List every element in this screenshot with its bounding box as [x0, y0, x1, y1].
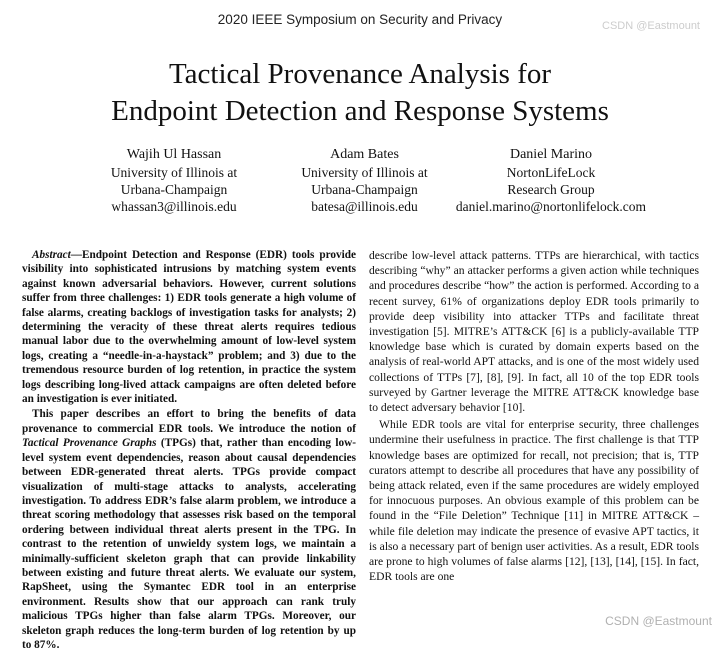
author-email: whassan3@illinois.edu [111, 199, 237, 214]
watermark-top: CSDN @Eastmount [602, 20, 700, 32]
author-email: batesa@illinois.edu [311, 199, 418, 214]
abstract-label: Abstract [32, 249, 71, 261]
author-block-marino [440, 146, 662, 215]
abstract-text: This paper describes an effort to bring the benefits of data provenance to commercial EDR tools. We introduce the notion of [22, 408, 356, 435]
abstract-emphasis: Tactical Provenance Graphs [22, 437, 157, 450]
title-line-1: Tactical Provenance Analysis for [168, 58, 552, 90]
paper-title [0, 56, 720, 130]
watermark-bottom: CSDN @Eastmount [605, 614, 712, 628]
author-affiliation: Research Group [507, 182, 595, 197]
author-affiliation: University of Illinois at [110, 165, 238, 180]
author-affiliation: University of Illinois at [301, 165, 428, 180]
author-affiliation: NortonLifeLock [506, 165, 596, 180]
body-paragraph-2: While EDR tools are vital for enterprise security, three challenges undermine their usefulness in practice. The first challenge is that TTP knowledge bases are optimized for recall, not precision; that is, TTP curators attempt to describe all procedures that have any possibility of being attack related, even if the same procedures are widely employed for innocuous purposes. An obvious example of this problem can be found in the “File Deletion” Technique [11] in MITRE ATT&CK – while file deletion may indicate the presence of evasive APT tactics, it is also a necessary part of benign user activities. As a result, EDR tools are prone to high volumes of false alarms [12], [13], [14], [15]. In fact, EDR tools are one [369, 418, 699, 584]
body-paragraph-1: describe low-level attack patterns. TTPs are hierarchical, with tactics describing “why” an attacker performs a given action while techniques and procedures describe “how” the action is performed. According to a recent survey, 61% of organizations deploy EDR tools primarily to provide deep visibility into attacker TTPs and facilitate threat investigation [5]. MITRE’s ATT&CK [6] is a publicly-available TTP knowledge base which is curated by domain experts based on the analysis of real-world APT attacks, and is one of the most widely used collections of TTPs [7], [8], [9]. In fact, all 10 of the top EDR tools surveyed by Gartner leverage the MITRE ATT&CK knowledge base to detect adversary behavior [10]. [369, 249, 699, 415]
author-name: Wajih Ul Hassan [126, 147, 222, 162]
author-block-bates [282, 146, 447, 215]
abstract-text: —Endpoint Detection and Response (EDR) tools provide visibility into sophisticated intrusions by matching system events against known adversarial behaviors. However, current solutions suffer from three challenges: 1) EDR tools generate a high volume of false alarms, creating backlogs of investigation tasks for analysts; 2) determining the veracity of these threat alerts requires tedious manual labor due to the overwhelming amount of low-level system logs, creating a “needle-in-a-haystack” problem; and 3) due to the tremendous resource burden of log retention, in practice the system logs describing long-lived attack campaigns are often deleted before an investigation is ever initiated. [22, 249, 356, 406]
author-name: Adam Bates [330, 147, 399, 162]
author-email: daniel.marino@nortonlifelock.com [455, 199, 647, 214]
title-line-2: Endpoint Detection and Response Systems [111, 95, 609, 127]
venue-header: 2020 IEEE Symposium on Security and Privacy [217, 12, 503, 27]
abstract-column [22, 248, 356, 652]
abstract-paragraph-2 [22, 407, 356, 652]
author-affiliation: Urbana-Champaign [311, 182, 418, 197]
author-affiliation: Urbana-Champaign [120, 182, 228, 197]
author-name: Daniel Marino [509, 147, 593, 162]
abstract-paragraph-1 [22, 248, 356, 406]
body-column [369, 248, 699, 584]
abstract-text: (TPGs) that, rather than encoding low-level system event dependencies, reason about causal dependencies between EDR-generated threat alerts. TPGs provide compact visualization of multi-stage attacks to analysts, accelerating investigation. To address EDR’s false alarm problem, we introduce a threat scoring methodology that assesses risk based on the temporal ordering between individual threat alerts present in the TPG. In contrast to the retention of unwieldy system logs, we maintain a minimally-sufficient skeleton graph that can provide linkability between existing and future threat alerts. We evaluate our system, RapSheet, using the Symantec EDR tool in an enterprise environment. Results show that our approach can rank truly malicious TPGs higher than false alarm TPGs. Moreover, our skeleton graph reduces the long-term burden of log retention by up to 87%. [22, 437, 356, 651]
author-block-hassan [83, 146, 265, 215]
